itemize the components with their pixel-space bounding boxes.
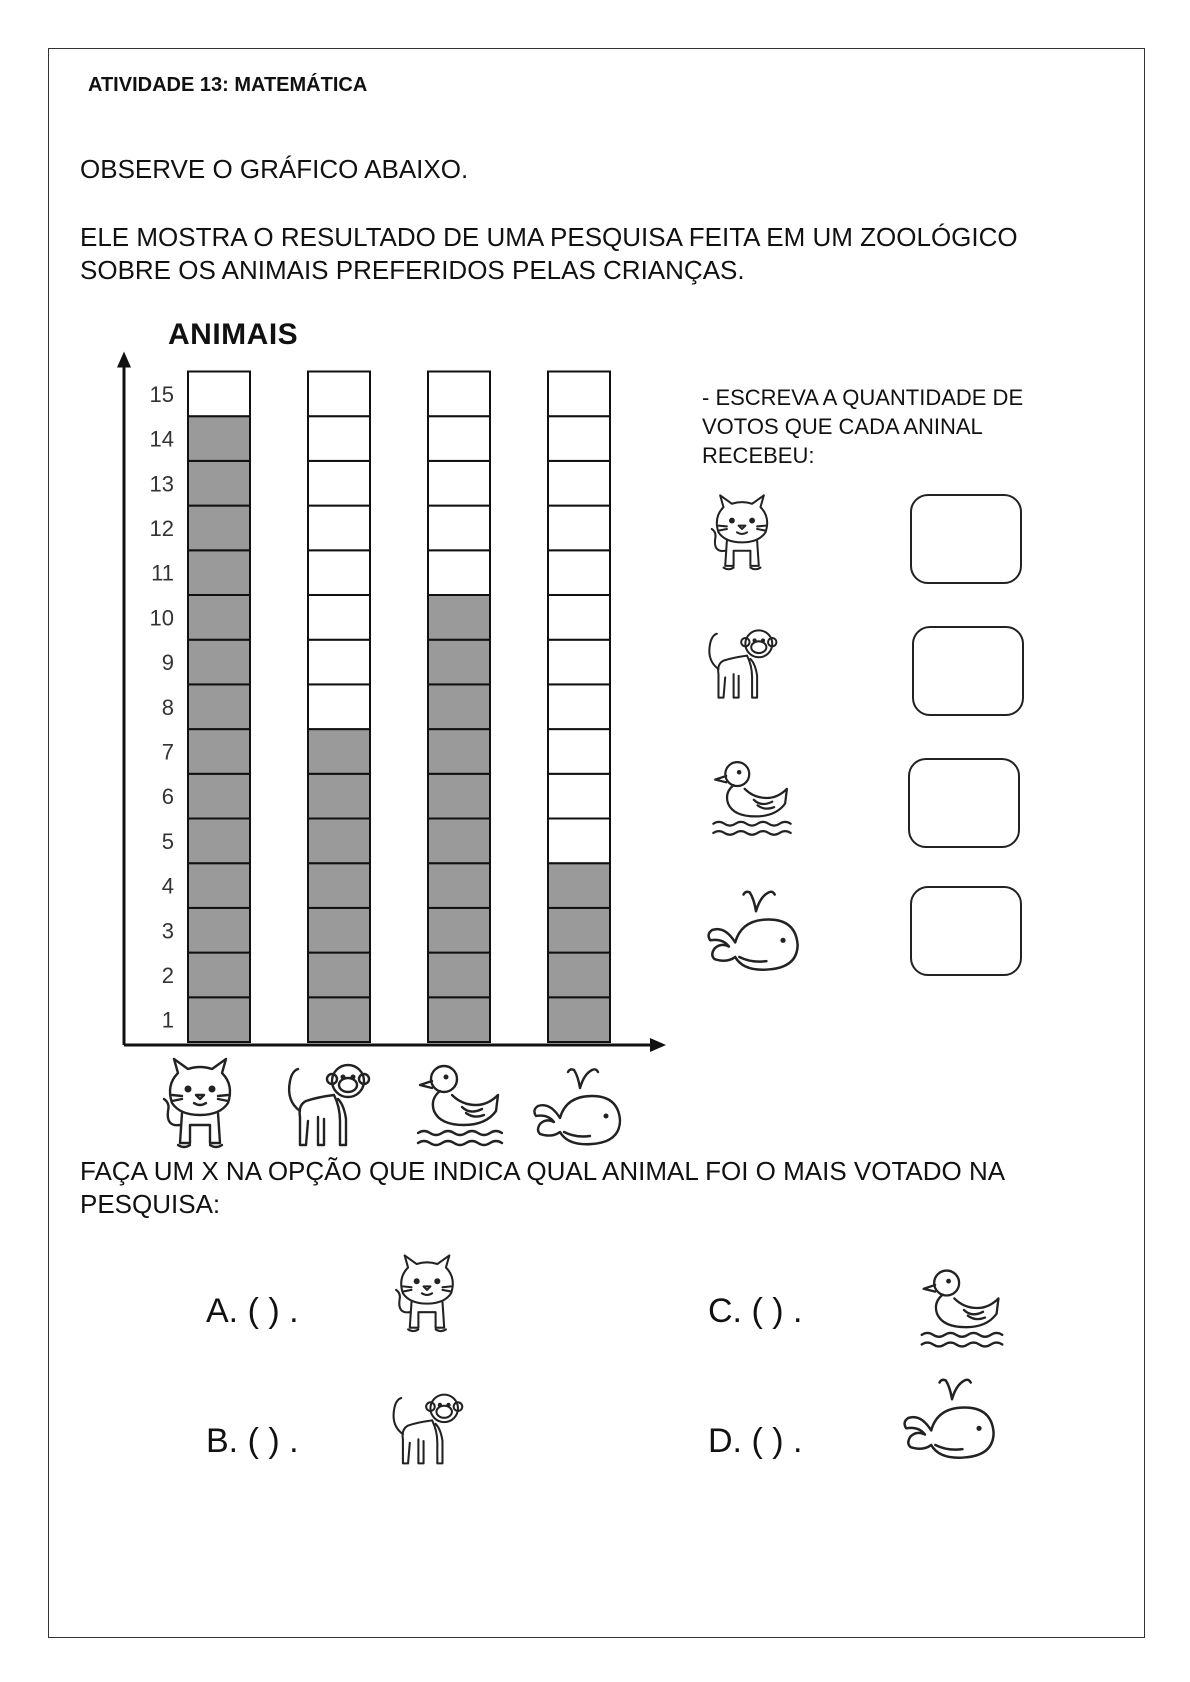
bar-cell-filled-duck — [428, 640, 490, 685]
bar-cell-filled-cat — [188, 819, 250, 864]
bar-cell-filled-cat — [188, 774, 250, 819]
y-tick-label: 4 — [161, 873, 174, 899]
cat-icon — [384, 1252, 470, 1338]
bar-cell-empty-monkey — [308, 640, 370, 685]
y-tick-label: 7 — [161, 739, 174, 765]
whale-icon — [528, 1058, 632, 1158]
duck-icon — [914, 1260, 1010, 1356]
exercise2-question: FAÇA UM X NA OPÇÃO QUE INDICA QUAL ANIMAL FOI O MAIS VOTADO NA PESQUISA: — [80, 1156, 1004, 1219]
bar-cell-empty-whale — [548, 729, 610, 774]
bar-cell-empty-monkey — [308, 416, 370, 461]
bar-cell-filled-duck — [428, 595, 490, 640]
bar-cell-empty-whale — [548, 595, 610, 640]
whale-icon — [700, 880, 812, 984]
bar-cell-filled-cat — [188, 684, 250, 729]
y-tick-label: 5 — [161, 828, 174, 854]
bar-cell-filled-monkey — [308, 729, 370, 774]
y-tick-label: 12 — [149, 515, 174, 541]
bar-cell-empty-whale — [548, 774, 610, 819]
bar-cell-filled-duck — [428, 908, 490, 953]
bar-cell-filled-duck — [428, 997, 490, 1042]
y-tick-label: 1 — [161, 1007, 174, 1033]
y-tick-label: 2 — [161, 962, 174, 988]
bar-cell-filled-cat — [188, 640, 250, 685]
option-d[interactable]: D. ( ) . — [708, 1422, 803, 1460]
y-tick-label: 6 — [161, 784, 174, 810]
duck-icon — [706, 752, 798, 844]
bar-cell-filled-cat — [188, 729, 250, 774]
bar-cell-filled-monkey — [308, 819, 370, 864]
bar-cell-empty-whale — [548, 684, 610, 729]
bar-cell-filled-whale — [548, 997, 610, 1042]
y-tick-label: 15 — [149, 381, 174, 407]
y-tick-label: 14 — [149, 426, 174, 452]
bar-cell-empty-duck — [428, 506, 490, 551]
bar-cell-empty-duck — [428, 461, 490, 506]
y-axis-arrow — [117, 352, 131, 368]
answer-box-duck[interactable] — [908, 758, 1020, 848]
bar-cell-empty-whale — [548, 640, 610, 685]
bar-cell-filled-duck — [428, 863, 490, 908]
bar-cell-filled-cat — [188, 506, 250, 551]
bar-cell-empty-whale — [548, 506, 610, 551]
bar-cell-empty-monkey — [308, 595, 370, 640]
y-tick-label: 13 — [149, 471, 174, 497]
bar-cell-empty-whale — [548, 416, 610, 461]
y-tick-label: 9 — [161, 650, 174, 676]
answer-box-cat[interactable] — [910, 494, 1022, 584]
bar-cell-filled-duck — [428, 774, 490, 819]
bar-cell-empty-monkey — [308, 372, 370, 417]
bar-cell-filled-cat — [188, 416, 250, 461]
bar-cell-filled-duck — [428, 819, 490, 864]
bar-cell-filled-monkey — [308, 953, 370, 998]
bar-cell-empty-duck — [428, 372, 490, 417]
answer-box-monkey[interactable] — [912, 626, 1024, 716]
bar-cell-filled-duck — [428, 729, 490, 774]
bar-cell-filled-cat — [188, 953, 250, 998]
monkey-icon — [384, 1386, 470, 1472]
bar-cell-filled-duck — [428, 684, 490, 729]
option-c[interactable]: C. ( ) . — [708, 1292, 803, 1330]
chart-title: ANIMAIS — [168, 318, 299, 351]
bar-cell-empty-whale — [548, 819, 610, 864]
y-tick-label: 3 — [161, 918, 174, 944]
bar-cell-empty-cat — [188, 372, 250, 417]
bar-cell-empty-monkey — [308, 506, 370, 551]
cat-icon — [150, 1055, 250, 1155]
bar-cell-filled-cat — [188, 461, 250, 506]
bar-cell-filled-whale — [548, 953, 610, 998]
duck-icon — [410, 1055, 510, 1155]
bar-cell-filled-whale — [548, 863, 610, 908]
bar-cell-filled-cat — [188, 997, 250, 1042]
intro-line-1: OBSERVE O GRÁFICO ABAIXO. — [80, 154, 469, 184]
y-tick-label: 10 — [149, 605, 174, 631]
bar-cell-empty-whale — [548, 550, 610, 595]
exercise1-instruction: - ESCREVA A QUANTIDADE DE VOTOS QUE CADA ANINAL RECEBEU: — [702, 385, 1024, 468]
bar-cell-empty-duck — [428, 550, 490, 595]
option-a[interactable]: A. ( ) . — [206, 1292, 299, 1330]
bar-cell-filled-monkey — [308, 908, 370, 953]
bar-cell-empty-whale — [548, 372, 610, 417]
y-tick-label: 8 — [161, 694, 174, 720]
activity-title: ATIVIDADE 13: MATEMÁTICA — [88, 74, 368, 96]
bar-cell-filled-monkey — [308, 863, 370, 908]
monkey-icon — [278, 1055, 378, 1155]
bar-cell-filled-whale — [548, 908, 610, 953]
bar-cell-filled-cat — [188, 550, 250, 595]
bar-cell-filled-cat — [188, 595, 250, 640]
bar-cell-empty-whale — [548, 461, 610, 506]
monkey-icon — [700, 622, 784, 706]
option-b[interactable]: B. ( ) . — [206, 1422, 299, 1460]
intro-line-2: ELE MOSTRA O RESULTADO DE UMA PESQUISA FEITA EM UM ZOOLÓGICO SOBRE OS ANIMAIS PREFERIDOS PELAS CRIANÇAS. — [80, 222, 1018, 285]
bar-cell-filled-monkey — [308, 774, 370, 819]
bar-cell-filled-cat — [188, 863, 250, 908]
cat-icon — [700, 492, 784, 576]
answer-box-whale[interactable] — [910, 886, 1022, 976]
bar-cell-filled-monkey — [308, 997, 370, 1042]
whale-icon — [896, 1368, 1008, 1472]
y-tick-label: 11 — [151, 560, 174, 586]
bar-cell-empty-monkey — [308, 684, 370, 729]
bar-cell-filled-cat — [188, 908, 250, 953]
bar-cell-empty-monkey — [308, 550, 370, 595]
bar-cell-empty-monkey — [308, 461, 370, 506]
x-axis-arrow — [650, 1038, 666, 1052]
bar-cell-filled-duck — [428, 953, 490, 998]
bar-cell-empty-duck — [428, 416, 490, 461]
